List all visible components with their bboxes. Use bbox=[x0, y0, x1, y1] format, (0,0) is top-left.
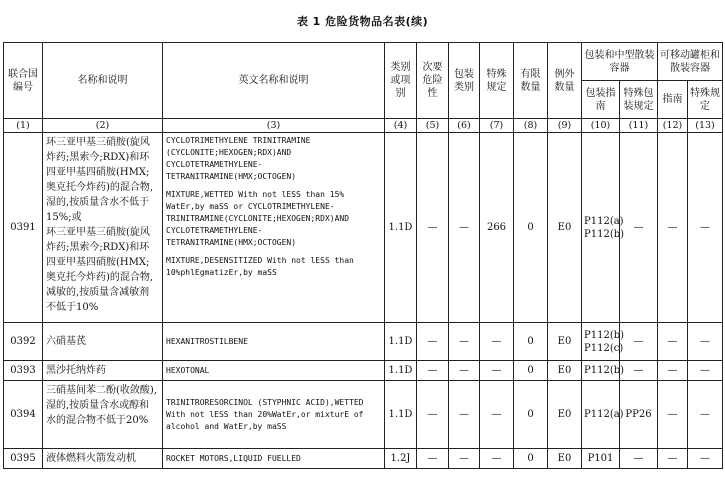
name-en bbox=[163, 133, 385, 323]
name-en-part: MIXTURE,WETTED With not lESS than 15% WatEr,by maSS or CYCLOTRIMETHYLENE-TRINITRAMINE(CYCLONITE;HEXOGEN;RDX)AND CYCLOTETRAMETHYLENE-TETRANITRAMINE(HMX;OCTOGEN) bbox=[166, 190, 350, 247]
pack-special-value: PP26 bbox=[620, 381, 658, 449]
pack-group-value: — bbox=[449, 133, 480, 323]
name-en: TRINITRORESORCINOL (STYPHNIC ACID),WETTED With not lESS than 20%WatEr,or mixturE of alcohol and WatEr,by maSS bbox=[163, 381, 385, 449]
header-limited-qty: 有限数量 bbox=[514, 43, 548, 119]
name-en: ROCKET MOTORS,LIQUID FUELLED bbox=[163, 449, 385, 469]
special-value: — bbox=[480, 323, 514, 361]
special-value: — bbox=[480, 381, 514, 449]
table-row bbox=[4, 381, 723, 449]
pack-instr-line: P112(b) bbox=[584, 228, 625, 240]
name-en-part: MIXTURE,DESENSITIZED With not lESS than 10%phlEgmatizEr,by maSS bbox=[166, 256, 354, 277]
header-tank-special: 特殊规定 bbox=[688, 81, 723, 119]
table-title: 表 1 危险货物品名表(续) bbox=[296, 15, 429, 28]
class-value: 1.2J bbox=[385, 449, 417, 469]
special-value: — bbox=[480, 449, 514, 469]
sub-risk-value: — bbox=[417, 449, 449, 469]
header-sub-risk: 次要危险性 bbox=[417, 43, 449, 119]
col-num: (3) bbox=[163, 119, 385, 133]
column-number-row bbox=[4, 119, 723, 133]
pack-special-value: — bbox=[620, 361, 658, 381]
name-cn-part: 环三亚甲基三硝胺(旋风炸药;黑索今;RDX)和环四亚甲基四硝胺(HMX;奥克托今炸药)的混合物,湿的,按质量含水不低于15%;或 bbox=[46, 137, 154, 223]
col-num: (10) bbox=[582, 119, 620, 133]
name-en-part: CYCLOTRIMETHYLENE TRINITRAMINE (CYCLONITE;HEXOGEN;RDX)AND CYCLOTETRAMETHYLENE-TETRANITRAMINE(HMX;OCTOGEN) bbox=[166, 136, 311, 181]
pack-instr-line: P112(b) bbox=[584, 329, 625, 341]
limited-qty-value: 0 bbox=[514, 361, 548, 381]
name-cn: 六硝基芪 bbox=[43, 323, 163, 361]
table-row bbox=[4, 133, 723, 323]
col-num: (4) bbox=[385, 119, 417, 133]
tank-instr-value: — bbox=[658, 449, 688, 469]
un-number: 0392 bbox=[4, 323, 43, 361]
tank-instr-value: — bbox=[658, 361, 688, 381]
un-number: 0394 bbox=[4, 381, 43, 449]
col-num: (7) bbox=[480, 119, 514, 133]
excepted-qty-value: E0 bbox=[548, 323, 582, 361]
header-tank-instr: 指南 bbox=[658, 81, 688, 119]
pack-group-value: — bbox=[449, 323, 480, 361]
class-value: 1.1D bbox=[385, 381, 417, 449]
un-number: 0391 bbox=[4, 133, 43, 323]
pack-instr-value bbox=[582, 133, 625, 323]
sub-risk-value: — bbox=[417, 323, 449, 361]
pack-group-value: — bbox=[449, 449, 480, 469]
col-num: (12) bbox=[658, 119, 688, 133]
tank-special-value: — bbox=[688, 361, 723, 381]
dangerous-goods-table bbox=[3, 42, 723, 469]
name-en: HEXOTONAL bbox=[163, 361, 385, 381]
header-special: 特殊规定 bbox=[480, 43, 514, 119]
pack-instr-line: P112(c) bbox=[584, 342, 624, 354]
pack-instr-value: P112(a) bbox=[582, 381, 620, 449]
header-pack-instr: 包装指南 bbox=[582, 81, 620, 119]
pack-group-value: — bbox=[449, 361, 480, 381]
name-cn: 液体燃料火箭发动机 bbox=[43, 449, 163, 469]
pack-instr-line: P112(a) bbox=[584, 215, 624, 227]
excepted-qty-value: E0 bbox=[548, 133, 582, 323]
excepted-qty-value: E0 bbox=[548, 381, 582, 449]
col-num: (1) bbox=[4, 119, 43, 133]
limited-qty-value: 0 bbox=[514, 323, 548, 361]
col-num: (13) bbox=[688, 119, 723, 133]
header-class: 类别或项别 bbox=[385, 43, 417, 119]
name-cn: 三硝基间苯二酚(收敛酸),湿的,按质量含水或醇和水的混合物不低于20% bbox=[43, 381, 163, 449]
special-value: 266 bbox=[480, 133, 514, 323]
sub-risk-value: — bbox=[417, 381, 449, 449]
pack-instr-value: P112(b) bbox=[582, 361, 620, 381]
table-row bbox=[4, 449, 723, 469]
pack-special-value: — bbox=[620, 133, 658, 323]
col-num: (5) bbox=[417, 119, 449, 133]
class-value: 1.1D bbox=[385, 361, 417, 381]
header-excepted-qty: 例外数量 bbox=[548, 43, 582, 119]
pack-instr-value bbox=[582, 323, 625, 361]
name-cn: 黑沙托纳炸药 bbox=[43, 361, 163, 381]
pack-instr-value: P101 bbox=[582, 449, 620, 469]
special-value: — bbox=[480, 361, 514, 381]
tank-instr-value: — bbox=[658, 133, 688, 323]
class-value: 1.1D bbox=[385, 133, 417, 323]
name-en: HEXANITROSTILBENE bbox=[163, 323, 385, 361]
header-packaging-group: 包装和中型散装容器 bbox=[582, 43, 658, 81]
col-num: (11) bbox=[620, 119, 658, 133]
pack-special-value: — bbox=[620, 449, 658, 469]
name-cn-part: 环三亚甲基三硝胺(旋风炸药;黑索今;RDX)和环四亚甲基四硝胺(HMX;奥克托今炸药)的混合物,减敏的,按质量含减敏剂不低于10% bbox=[46, 227, 154, 313]
class-value: 1.1D bbox=[385, 323, 417, 361]
col-num: (8) bbox=[514, 119, 548, 133]
tank-special-value: — bbox=[688, 133, 723, 323]
limited-qty-value: 0 bbox=[514, 381, 548, 449]
tank-instr-value: — bbox=[658, 323, 688, 361]
header-pack-special: 特殊包装规定 bbox=[620, 81, 658, 119]
limited-qty-value: 0 bbox=[514, 133, 548, 323]
tank-special-value: — bbox=[688, 449, 723, 469]
header-un-no: 联合国编号 bbox=[4, 43, 43, 119]
header-name-cn: 名称和说明 bbox=[43, 43, 163, 119]
header-name-en: 英文名称和说明 bbox=[163, 43, 385, 119]
sub-risk-value: — bbox=[417, 361, 449, 381]
sub-risk-value: — bbox=[417, 133, 449, 323]
limited-qty-value: 0 bbox=[514, 449, 548, 469]
header-tank-group: 可移动罐柜和散装容器 bbox=[658, 43, 723, 81]
un-number: 0395 bbox=[4, 449, 43, 469]
table-row bbox=[4, 323, 723, 361]
table-row bbox=[4, 361, 723, 381]
col-num: (6) bbox=[449, 119, 480, 133]
pack-group-value: — bbox=[449, 381, 480, 449]
col-num: (9) bbox=[548, 119, 582, 133]
name-cn bbox=[43, 133, 163, 323]
un-number: 0393 bbox=[4, 361, 43, 381]
tank-special-value: — bbox=[688, 323, 723, 361]
header-pack-group: 包装类别 bbox=[449, 43, 480, 119]
excepted-qty-value: E0 bbox=[548, 361, 582, 381]
col-num: (2) bbox=[43, 119, 163, 133]
tank-instr-value: — bbox=[658, 381, 688, 449]
tank-special-value: — bbox=[688, 381, 723, 449]
pack-special-value: — bbox=[620, 323, 658, 361]
excepted-qty-value: E0 bbox=[548, 449, 582, 469]
